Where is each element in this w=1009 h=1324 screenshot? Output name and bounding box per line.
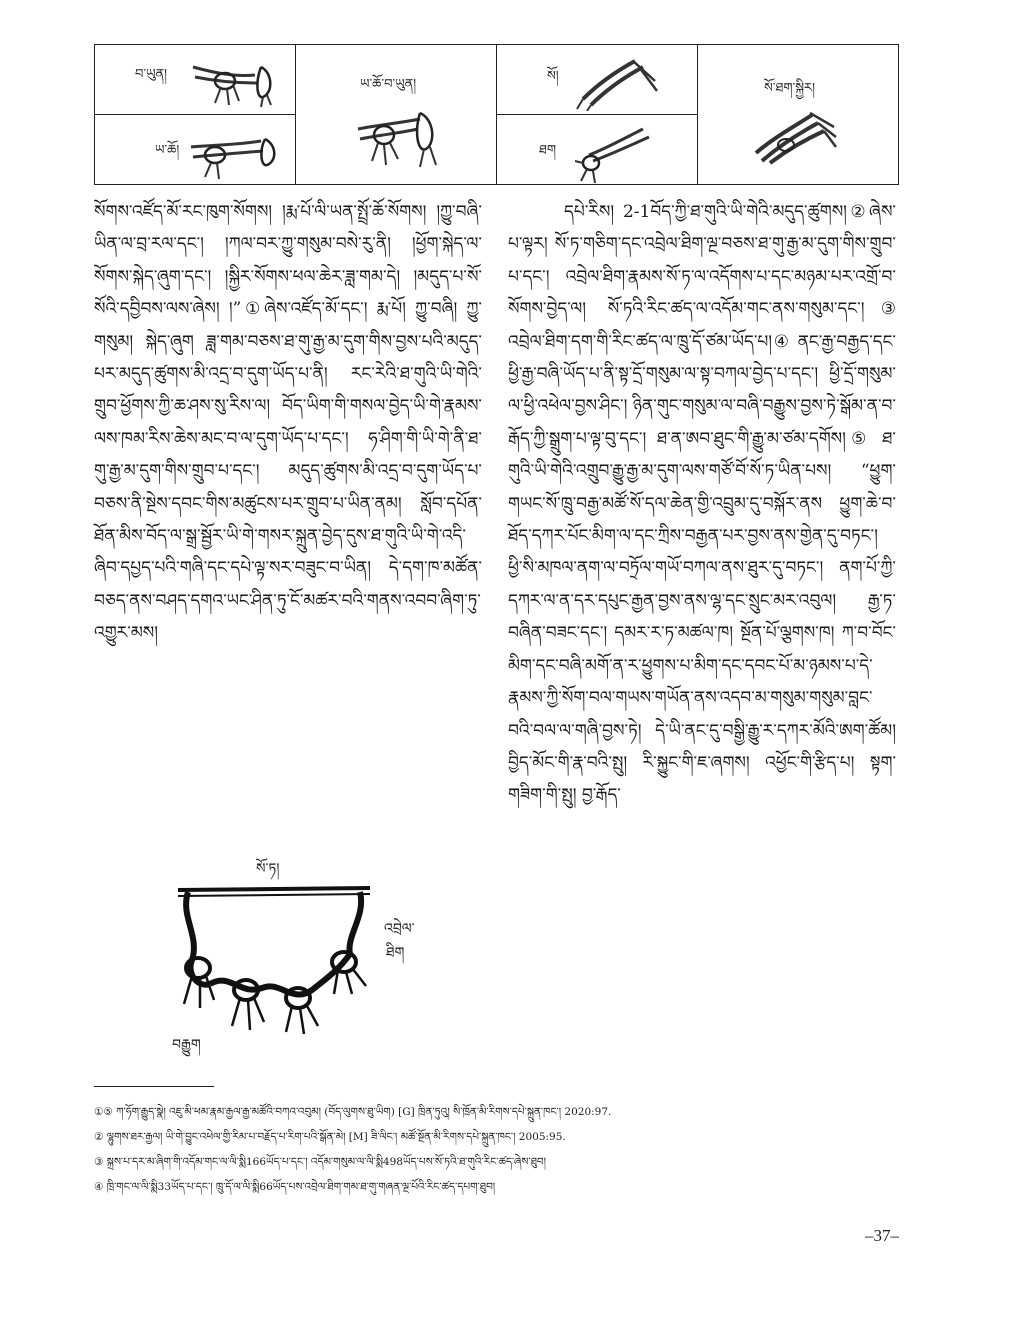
body-paragraph: དཔེ་རིས། 2-1བོད་ཀྱི་ཐ་གུའི་ཡི་གེའི་མདུད་ཚུགས།②ཞེས་པ་ལྟར། སོ་ཏ་གཅིག་དང་འབྲེལ་ཐིག་ལྔ་བཅས་ཐ་གུ་རྒྱ་མ་དུག་གིས་གྲུབ་པ་དང་། འབྲེལ་ཐིག་རྣམས་སོ་ཏ་ལ་འདོགས་པ་དང་མཉམ་པར་འགྲོ་བ་སོགས་བྱེད་ལ། སོ་ཏའི་རིང་ཚད་ལ་འདོམ་གང་ནས་གསུམ་དང་།③ འབྲེལ་ཐིག་དག་གི་རིང་ཚད་ལ་ཁྲུ་དོ་ཙམ་ཡོད་པ།④ ནང་རྒྱ་བརྒྱད་དང་ཕྱི་རྒྱ་བཞི་ཡོད་པ་ནི་སྟ་དྲོ་གསུམ་ལ་སྟ་བཀལ་བྱེད་པ་དང་། ཕྱི་དྲོ་གསུམ་ལ་ཕྱི་འཕེལ་བྱས་ཤིང་། ཉིན་གུང་གསུམ་ལ་བཞི་བརྒྱུས་བྱས་ཏེ་སྒོམ་ན་བ་རྒོད་ཀྱི་སྒྲུག་པ་ལྟ་བུ་དང་། ཐ་ན་ཨབ་ཐུང་གི་རྒྱུ་མ་ཙམ་དགོས།⑤ ཐ་གུའི་ཡི་གེའི་འགྲུབ་རྒྱུ་རྒྱ་མ་དུག་ལས་གཙོ་བོ་སོ་ཏ་ཡིན་པས། “ཕྱུག་གཡང་སོ་ཁྲུ་བརྒྱ་མཚོ་སོ་དལ་ཆེན་གྱི་འབྲུམ་དུ་བསྐོར་ནས ཕྱུག་ཆེ་བ་ཐོད་དཀར་པོང་མིག་ལ་དང་ཀྲིས་བརྒྱན་པར་བྱས་ནས་གྱེན་དུ་བཏང་། ཕྱི་སི་མཁལ་ནག་ལ་བཏྲོལ་གཡོ་བཀལ་ནས་ཐུར་དུ་བཏང་། ནག་པོ་ཀྱི་དཀར་ལ་ན་དར་དཔུང་རྒྱན་བྱས་ནས་ལྷ་དང་སྲུང་མར་འབུལ། རྒྱ་ཏ་བཞིན་བཟང་དང་། དམར་ར་ཏ་མཚལ་ཁ། སྔོན་པོ་ལྕགས་ཁ། ཀ་བ་བོང་མིག་དང་བཞི་མགོ་ན་ར་ཕྱུགས་པ་མིག་དང་དབང་པོ་མ་ཉམས་པ་དེ་རྣམས་ཀྱི་སོག་བལ་གཡས་གཡོན་ནས་འདབ་མ་གསུམ་གསུམ་བླང་བའི་བལ་ལ་གཞི་བྱས་ཏེ། དེ་ཡི་ནང་དུ་བསྒྱི་རྒྱུ་ར་དཀར་མོའི་ཨག་ཚོམ། བྱིད་མོང་གི་རྣ་བའི་སྤུ། རི་སྐྱུང་གི་ཇ་ཞགས། འཕྱོང་གི་རྩིད་པ། སྟག་གཟིག་གི་སྤུ། བྱ་རྒོད་ [508, 202, 896, 806]
figure-cell [95, 115, 296, 185]
figure-cell [497, 115, 698, 185]
left-text-column [94, 196, 482, 650]
footnote: ④ ཁྲི་གང་ལ་ལི་སྨི33ཡོད་པ་དང་། ཁྲུ་དོ་ལ་ལི་སྨི66ཡོད་པས་འབྲེལ་ཐིག་གམ་ཐ་གུ་གཞན་ལྔ་པོའི་རིང་ཚད་དཔག་ཐུབ། [94, 1181, 496, 1193]
rope-label-right: འབྲེལ་ [384, 921, 415, 937]
figure-cell [497, 45, 698, 115]
figure-cell [698, 45, 899, 185]
cell-label: སོ་ཐག་སྐྱིར། [764, 81, 815, 96]
cell-label: ཡ་ཆོ་བ་ཡུན། [360, 77, 417, 92]
footnote: ①⑤ ཀ་ཧོག་རྒྱུད་སྣེ། འཇུ་མི་ཕམ་རྣམ་རྒྱལ་རྒྱ་མཚོའི་བཀའ་འབུམ། (བོད་ལུགས་ཐུ་ཡིག) [G] ཁྲིན་ཏུའུ། སི་ཁྲོན་མི་རིགས་དཔེ་སྐྲུན་ཁང་། 2020:97. [94, 1106, 612, 1118]
footnote-divider [94, 1086, 214, 1087]
cell-label: ཡ་ཆོ། [155, 143, 180, 158]
body-paragraph: སོགས་འཛོད་མོ་རང་ཁུག་སོགས། །རྨ་པོ་ལི་ཡན་སྤྲོ་ཆོ་སོགས། །ཀྱུ་བཞི་ཡིན་ལ་བྲ་རལ་དང་། །ཀལ་བར་ཀྱུ་གསུམ་བསེ་རུ་ནི། །ཕྱོག་སྐེད་ལ་སོགས་སྐེད་ཞུག་དང་། །སྐྱིར་སོགས་ཕལ་ཆེར་ཟླ་གམ་དེ། །མདུད་པ་སོ་སོའི་དབྱིབས་ལས་ཞེས། །”①ཞེས་འཛོད་མོ་དང་། རྨ་པོ། ཀྱུ་བཞི། ཀྱུ་གསུམ། སྐེད་ཞུག ཟླ་གམ་བཅས་ཐ་གུ་རྒྱ་མ་དུག་གིས་བྱས་པའི་མདུད་པར་མདུད་ཚུགས་མི་འདྲ་བ་དུག་ཡོད་པ་ནི། རང་རེའི་ཐ་གུའི་ཡི་གེའི་གྲུབ་ཕྱོགས་ཀྱི་ཆ་ཤས་སུ་རིས་ལ། བོད་ཡིག་གི་གསལ་བྱེད་ཡི་གེ་རྣམས་ལས་ཁམ་རིས་ཆེས་མང་བ་ལ་དུག་ཡོད་པ་དང་། ཧ་ཤིག་གི་ཡི་གེ་ནི་ཐ་གུ་རྒྱ་མ་དུག་གིས་གྲུབ་པ་དང་། མདུད་ཚུགས་མི་འདྲ་བ་དུག་ཡོད་པ་བཅས་ནི་སྔེས་དབང་གིས་མཚུངས་པར་གྲུབ་པ་ཡིན་ནམ། སློབ་དཔོན་ཐོན་མིས་བོད་ལ་སྒྲ་སྦྱོར་ཡི་གེ་གསར་སྐྲུན་བྱེད་དུས་ཐ་གུའི་ཡི་གེ་འདི་ཞིབ་དཔྱད་པའི་གཞི་དང་དཔེ་ལྟ་སར་བཟུང་བ་ཡིན། དེ་དག་ཁ་མཚོན་བཅད་ནས་བཤད་དགའ་ཡང་ཤིན་ཏུ་ངོ་མཚར་བའི་གནས་འབབ་ཞིག་ཏུ་འགྱུར་མས། [94, 202, 482, 644]
knot-drawing [573, 51, 663, 111]
right-text-column [508, 196, 896, 812]
figure-cell [296, 45, 497, 185]
knot-drawing [569, 121, 659, 183]
rope-label-right-2: ཐིག [386, 945, 405, 961]
knot-drawing [354, 99, 450, 175]
footnote: ③ སྐྲས་པ་དར་མ་ཞིག་གི་འདོམ་གང་ལ་ལི་སྨི166ཡོད་པ་དང་། འདོམ་གསུམ་ལ་ལི་སྨི498ཡོད་པས་སོ་ཏའི་ཐ་གུའི་རིང་ཚད་ཞེས་ཐུབ། [94, 1156, 546, 1168]
footnotes [94, 1100, 894, 1200]
footnote: ② ལྷུགས་ཐར་རྒྱལ། ཡི་གེ་བྱུང་འཕེལ་གྱི་རིམ་པ་བརྗོད་པ་རིག་པའི་སྒོན་མེ། [M] ཟི་ལིང་། མཚོ་སྔོན་མི་རིགས་དཔེ་སྐྲུན་ཁང་། 2005:95. [94, 1131, 566, 1143]
knot-drawing [185, 121, 285, 181]
knot-drawing [185, 53, 285, 109]
page-number: –37– [865, 1226, 899, 1245]
rope-label-bottom: བརྒྱུག [172, 1037, 201, 1053]
cell-label: བ་ཡུན། [135, 67, 168, 82]
figure-cell [95, 45, 296, 115]
rope-knot-drawing [170, 876, 380, 1036]
knot-figure-table [94, 44, 899, 185]
cell-label: སོ། [547, 69, 559, 84]
cell-label: ཐག [539, 143, 557, 158]
rope-knot-figure [150, 852, 440, 1052]
rope-label-top: སོ་ཏ། [256, 861, 280, 877]
knot-drawing [750, 101, 840, 171]
